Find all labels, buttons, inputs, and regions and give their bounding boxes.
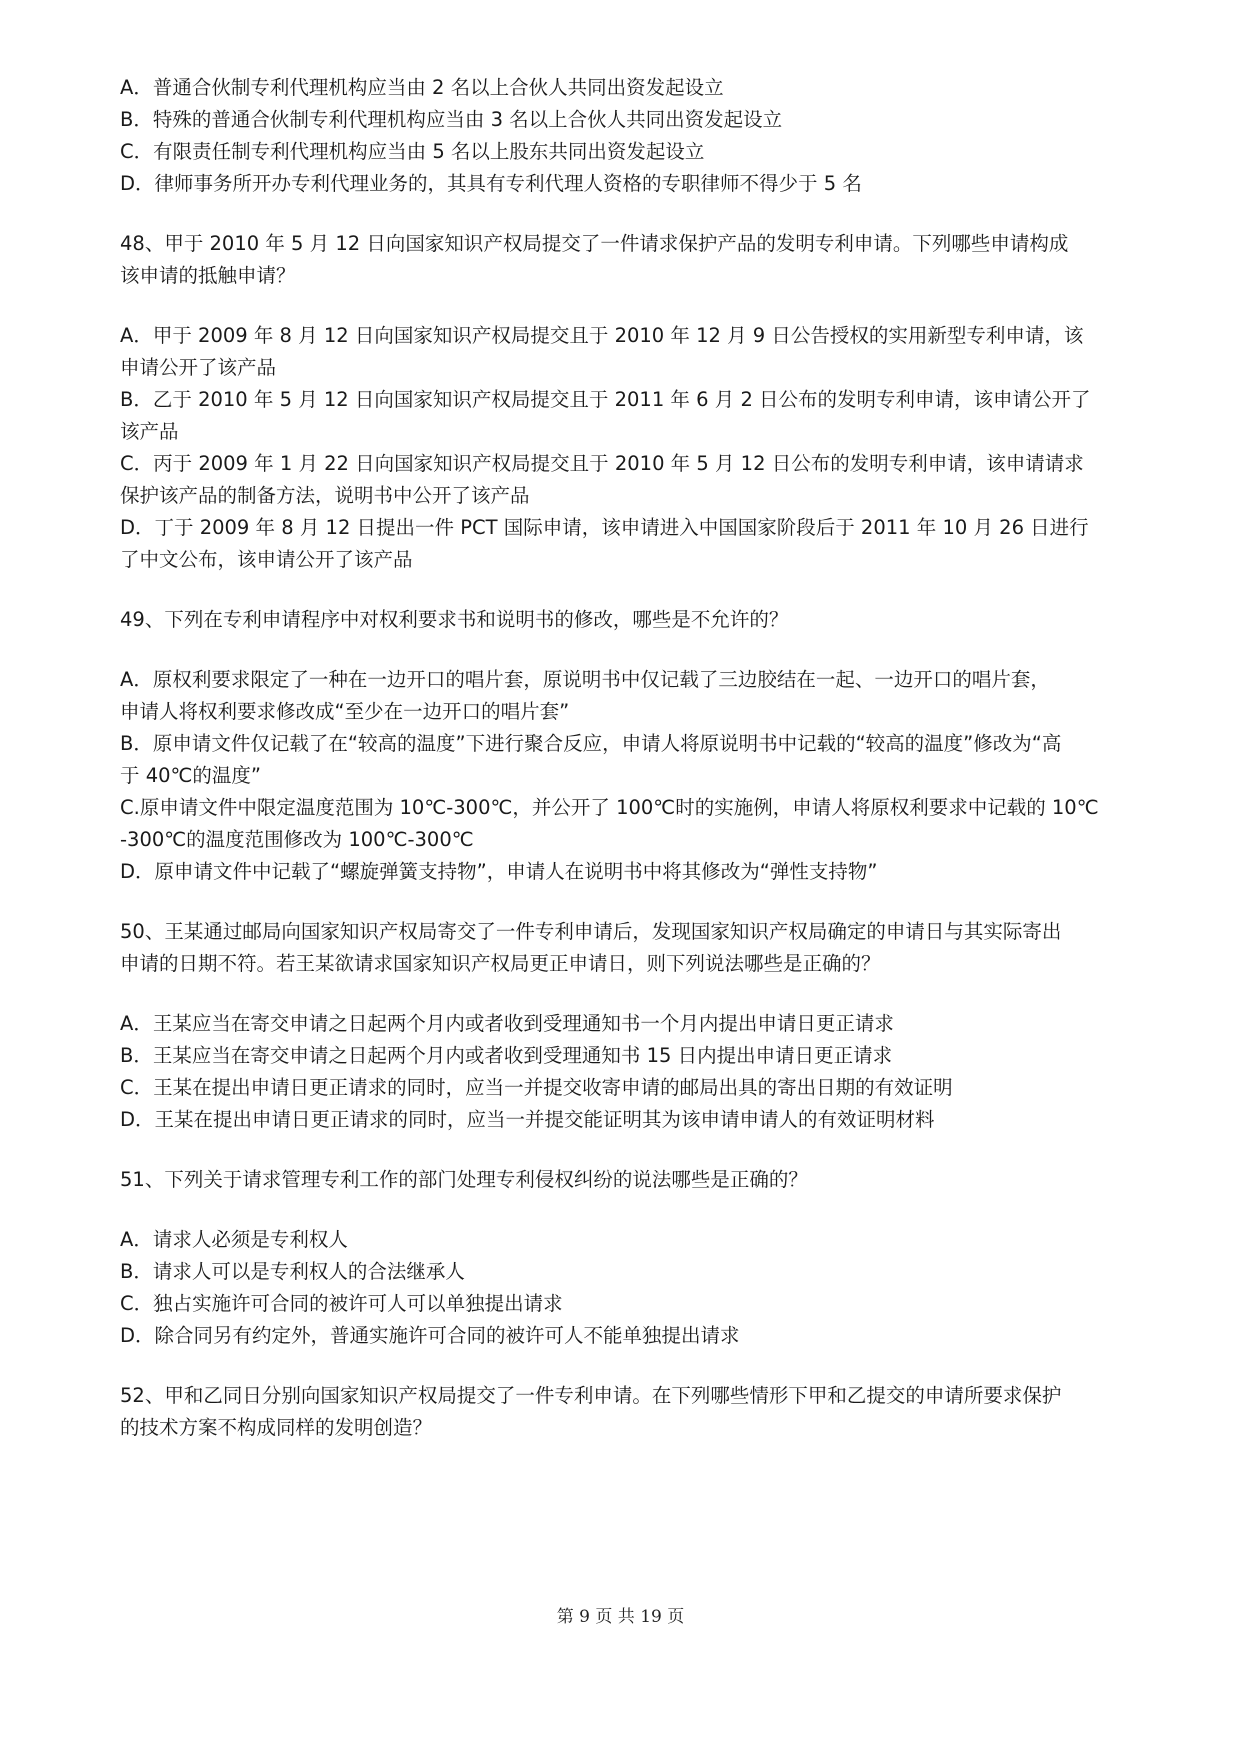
q48-stem-line: 该申请的抵触申请？ [120,264,296,287]
q52-stem-line: 52、甲和乙同日分别向国家知识产权局提交了一件专利申请。在下列哪些情形下甲和乙提交的申请所要求保护 [120,1384,1062,1407]
q48-option-line: 该产品 [120,420,179,443]
q49-option-line: B．原申请文件仅记载了在“较高的温度”下进行聚合反应，申请人将原说明书中记载的“较高的温度”修改为“高 [120,732,1062,755]
q49-option-line: -300℃的温度范围修改为 100℃-300℃ [120,828,474,851]
q48-option-line: A．甲于 2009 年 8 月 12 日向国家知识产权局提交且于 2010 年 12 月 9 日公告授权的实用新型专利申请，该 [120,324,1084,347]
q48-option-line: C．丙于 2009 年 1 月 22 日向国家知识产权局提交且于 2010 年 5 月 12 日公布的发明专利申请，该申请请求 [120,452,1084,475]
q47-option-c: C．有限责任制专利代理机构应当由 5 名以上股东共同出资发起设立 [120,140,705,163]
q51-option-d: D．除合同另有约定外，普通实施许可合同的被许可人不能单独提出请求 [120,1324,740,1347]
q49-option-line: A．原权利要求限定了一种在一边开口的唱片套，原说明书中仅记载了三边胶结在一起、一边开口的唱片套， [120,668,1050,691]
q50-option-d: D．王某在提出申请日更正请求的同时，应当一并提交能证明其为该申请申请人的有效证明材料 [120,1108,935,1131]
q47-option-a: A．普通合伙制专利代理机构应当由 2 名以上合伙人共同出资发起设立 [120,76,724,99]
q49-option-line: 申请人将权利要求修改成“至少在一边开口的唱片套” [120,700,570,723]
q48-option-line: 申请公开了该产品 [120,356,277,379]
q51-option-b: B．请求人可以是专利权人的合法继承人 [120,1260,465,1283]
q51-option-c: C．独占实施许可合同的被许可人可以单独提出请求 [120,1292,563,1315]
q49-option-line: 于 40℃的温度” [120,764,262,787]
q50-stem-line: 50、王某通过邮局向国家知识产权局寄交了一件专利申请后，发现国家知识产权局确定的申请日与其实际寄出 [120,920,1062,943]
q47-option-d: D．律师事务所开办专利代理业务的，其具有专利代理人资格的专职律师不得少于 5 名 [120,172,862,195]
q48-stem-line: 48、甲于 2010 年 5 月 12 日向国家知识产权局提交了一件请求保护产品的发明专利申请。下列哪些申请构成 [120,232,1069,255]
q49-stem-line: 49、下列在专利申请程序中对权利要求书和说明书的修改，哪些是不允许的？ [120,608,789,631]
q50-stem-line: 申请的日期不符。若王某欲请求国家知识产权局更正申请日，则下列说法哪些是正确的？ [120,952,881,975]
q50-option-a: A．王某应当在寄交申请之日起两个月内或者收到受理通知书一个月内提出申请日更正请求 [120,1012,894,1035]
q51-stem-line: 51、下列关于请求管理专利工作的部门处理专利侵权纠纷的说法哪些是正确的？ [120,1168,808,1191]
q49-option-line: D．原申请文件中记载了“螺旋弹簧支持物”，申请人在说明书中将其修改为“弹性支持物” [120,860,878,883]
q52-stem-line: 的技术方案不构成同样的发明创造？ [120,1416,433,1439]
q50-option-c: C．王某在提出申请日更正请求的同时，应当一并提交收寄申请的邮局出具的寄出日期的有效证明 [120,1076,953,1099]
page-number-footer: 第 9 页 共 19 页 [556,1607,685,1627]
q48-option-line: 保护该产品的制备方法，说明书中公开了该产品 [120,484,530,507]
q48-option-line: 了中文公布，该申请公开了该产品 [120,548,413,571]
q51-option-a: A．请求人必须是专利权人 [120,1228,348,1251]
q47-option-b: B．特殊的普通合伙制专利代理机构应当由 3 名以上合伙人共同出资发起设立 [120,108,783,131]
q48-option-line: B．乙于 2010 年 5 月 12 日向国家知识产权局提交且于 2011 年 6 月 2 日公布的发明专利申请，该申请公开了 [120,388,1091,411]
q49-option-line: C.原申请文件中限定温度范围为 10℃-300℃，并公开了 100℃时的实施例，申请人将原权利要求中记载的 10℃ [120,796,1099,819]
q48-option-line: D．丁于 2009 年 8 月 12 日提出一件 PCT 国际申请，该申请进入中国国家阶段后于 2011 年 10 月 26 日进行 [120,516,1089,539]
q50-option-b: B．王某应当在寄交申请之日起两个月内或者收到受理通知书 15 日内提出申请日更正请求 [120,1044,893,1067]
